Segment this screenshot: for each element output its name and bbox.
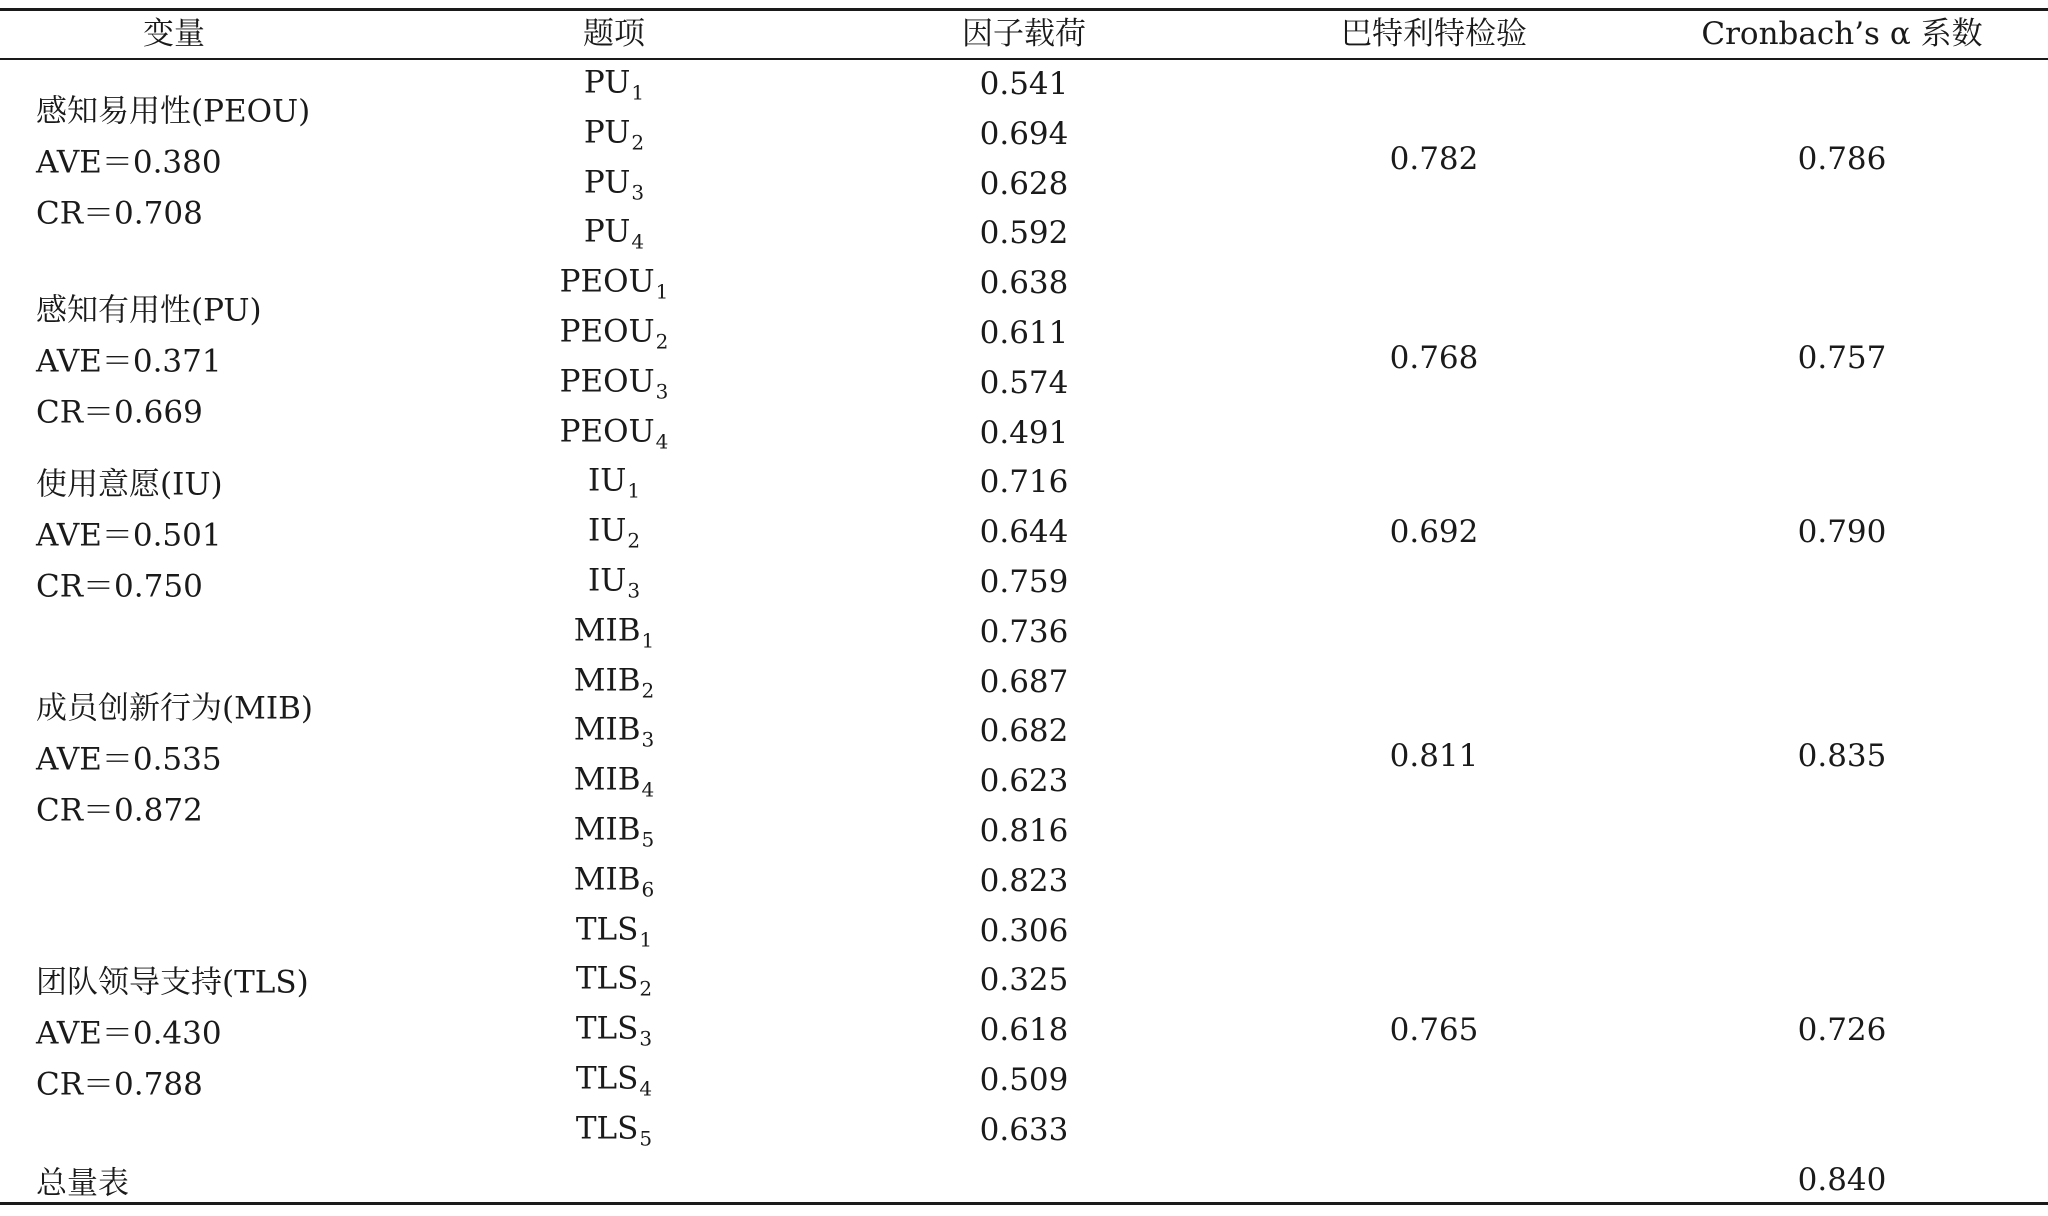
- item-subscript: 2: [639, 976, 653, 1001]
- item-code: [574, 859, 655, 902]
- variable-name: 使用意愿(IU): [36, 466, 223, 503]
- item-subscript: 2: [655, 329, 669, 354]
- factor-loading-value: 0.816: [979, 813, 1069, 849]
- item-base: TLS: [575, 960, 639, 997]
- factor-loading-value: 0.736: [979, 613, 1069, 650]
- item-code: [576, 1009, 652, 1052]
- item-subscript: 6: [641, 877, 655, 902]
- bottom-rule: [0, 1202, 2048, 1205]
- factor-loading-value: 0.638: [979, 265, 1069, 302]
- item-subscript: 3: [655, 379, 669, 404]
- cronbach-alpha-value: 0.790: [1797, 514, 1887, 551]
- item-base: TLS: [575, 1060, 639, 1097]
- item-subscript: 1: [639, 927, 653, 952]
- item-code: [576, 959, 652, 1002]
- item-base: PU: [583, 213, 631, 250]
- factor-loading-value: 0.306: [979, 912, 1069, 949]
- item-base: TLS: [575, 1010, 639, 1047]
- item-subscript: 4: [631, 229, 645, 254]
- item-code: [560, 411, 669, 454]
- item-code: [560, 312, 669, 355]
- factor-loading-value: 0.633: [979, 1111, 1069, 1148]
- item-code: [584, 63, 644, 106]
- item-base: MIB: [573, 761, 641, 798]
- cronbach-alpha-value: 0.786: [1797, 140, 1887, 177]
- item-subscript: 5: [641, 827, 655, 852]
- variable-ave: AVE＝0.501: [36, 517, 222, 554]
- item-code: [574, 810, 655, 853]
- item-base: MIB: [573, 861, 641, 898]
- total-cronbach-alpha-value: 0.840: [1797, 1161, 1887, 1198]
- bartlett-value: 0.768: [1389, 339, 1479, 376]
- header-bartlett: 巴特利特检验: [1341, 16, 1527, 52]
- item-subscript: 1: [631, 80, 645, 105]
- item-code: [588, 511, 640, 554]
- header-variable: 变量: [143, 16, 205, 52]
- item-base: MIB: [573, 612, 641, 649]
- factor-loading-value: 0.628: [979, 165, 1069, 202]
- item-subscript: 2: [631, 130, 645, 155]
- item-subscript: 1: [627, 478, 641, 503]
- item-base: PU: [583, 64, 631, 101]
- factor-loading-value: 0.682: [979, 713, 1069, 750]
- item-base: PEOU: [559, 363, 655, 400]
- total-scale-label: 总量表: [36, 1165, 129, 1202]
- item-subscript: 3: [641, 727, 655, 752]
- cronbach-alpha-value: 0.835: [1797, 738, 1887, 775]
- header-item: 题项: [583, 16, 645, 52]
- factor-loading-value: 0.491: [979, 414, 1069, 451]
- item-subscript: 4: [655, 429, 669, 454]
- item-code: [560, 262, 669, 305]
- variable-ave: AVE＝0.535: [36, 741, 222, 778]
- factor-loading-value: 0.716: [979, 464, 1069, 501]
- item-base: TLS: [575, 1110, 639, 1147]
- bartlett-value: 0.765: [1389, 1012, 1479, 1049]
- item-code: [574, 610, 655, 653]
- variable-name: 感知有用性(PU): [36, 292, 262, 329]
- factor-loading-value: 0.325: [979, 962, 1069, 999]
- item-subscript: 4: [639, 1076, 653, 1101]
- bartlett-value: 0.692: [1389, 514, 1479, 551]
- item-subscript: 3: [639, 1026, 653, 1051]
- item-base: PEOU: [559, 313, 655, 350]
- item-base: IU: [587, 562, 627, 599]
- item-base: MIB: [573, 811, 641, 848]
- factor-loading-value: 0.574: [979, 364, 1069, 401]
- factor-loading-value: 0.623: [979, 763, 1069, 800]
- item-code: [588, 461, 640, 504]
- factor-loading-value: 0.592: [979, 215, 1069, 252]
- cronbach-alpha-value: 0.726: [1797, 1012, 1887, 1049]
- item-subscript: 1: [641, 628, 655, 653]
- variable-cr: CR＝0.872: [36, 792, 203, 829]
- item-base: IU: [587, 512, 627, 549]
- variable-ave: AVE＝0.371: [36, 343, 222, 380]
- item-base: IU: [587, 462, 627, 499]
- factor-loading-value: 0.644: [979, 514, 1069, 551]
- item-subscript: 3: [627, 578, 641, 603]
- cronbach-alpha-value: 0.757: [1797, 339, 1887, 376]
- item-code: [588, 561, 640, 604]
- header-rule: [0, 58, 2048, 60]
- variable-cr: CR＝0.669: [36, 394, 203, 431]
- header-cronbach-alpha: Cronbach’s α 系数: [1701, 16, 1983, 52]
- factor-loading-value: 0.823: [979, 862, 1069, 899]
- item-code: [584, 112, 644, 155]
- variable-ave: AVE＝0.380: [36, 144, 222, 181]
- item-subscript: 1: [655, 279, 669, 304]
- item-code: [584, 212, 644, 255]
- item-base: MIB: [573, 662, 641, 699]
- item-subscript: 4: [641, 777, 655, 802]
- top-rule: [0, 8, 2048, 11]
- item-code: [576, 909, 652, 952]
- factor-loading-value: 0.611: [979, 315, 1069, 351]
- item-base: PU: [583, 164, 631, 201]
- item-code: [560, 361, 669, 404]
- item-base: PEOU: [559, 263, 655, 300]
- item-code: [574, 710, 655, 753]
- item-code: [576, 1059, 652, 1102]
- factor-loading-value: 0.541: [979, 66, 1069, 102]
- factor-loading-value: 0.509: [979, 1062, 1069, 1098]
- variable-cr: CR＝0.708: [36, 195, 203, 232]
- factor-loading-value: 0.759: [979, 564, 1069, 600]
- item-base: PEOU: [559, 413, 655, 450]
- variable-cr: CR＝0.788: [36, 1066, 203, 1103]
- factor-loading-value: 0.694: [979, 115, 1069, 152]
- item-base: TLS: [575, 911, 639, 948]
- variable-name: 团队领导支持(TLS): [36, 964, 309, 1001]
- bartlett-value: 0.782: [1389, 140, 1479, 177]
- item-base: MIB: [573, 711, 641, 748]
- item-subscript: 2: [641, 678, 655, 703]
- header-factor-loading: 因子载荷: [962, 16, 1086, 52]
- item-code: [574, 760, 655, 803]
- variable-name: 感知易用性(PEOU): [36, 93, 311, 130]
- item-subscript: 5: [639, 1126, 653, 1151]
- item-code: [574, 660, 655, 703]
- item-code: [576, 1108, 652, 1151]
- variable-cr: CR＝0.750: [36, 568, 203, 605]
- variable-ave: AVE＝0.430: [36, 1015, 222, 1052]
- factor-loading-value: 0.687: [979, 663, 1069, 700]
- item-code: [584, 162, 644, 205]
- item-subscript: 3: [631, 180, 645, 205]
- item-base: PU: [583, 114, 631, 151]
- bartlett-value: 0.811: [1389, 738, 1479, 775]
- variable-name: 成员创新行为(MIB): [36, 690, 313, 727]
- factor-loading-value: 0.618: [979, 1012, 1069, 1049]
- item-subscript: 2: [627, 528, 641, 553]
